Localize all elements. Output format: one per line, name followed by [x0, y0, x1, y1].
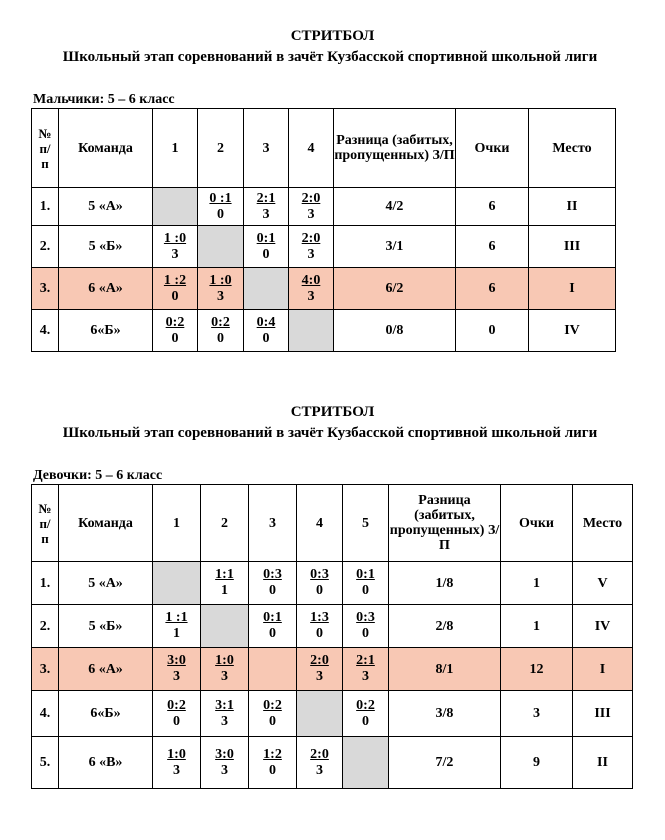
score-cell	[249, 737, 297, 789]
score: 1:1	[215, 567, 234, 582]
table-row	[32, 691, 633, 737]
score-cell	[249, 562, 297, 605]
self-match-cell	[244, 268, 289, 310]
header-col-4: 4	[289, 109, 334, 188]
girls-group-label: Девочки: 5 – 6 класс	[33, 468, 163, 483]
header-difference: Разница (забитых, пропущенных) З/П	[334, 109, 456, 188]
score-cell	[297, 605, 343, 648]
table-row	[32, 226, 616, 268]
match-points: 1	[220, 583, 228, 598]
score-cell	[153, 691, 201, 737]
score-cell	[297, 737, 343, 789]
score-fraction	[302, 273, 321, 305]
boys-header-row	[32, 109, 616, 188]
points: 9	[501, 737, 573, 789]
row-number: 1.	[32, 562, 59, 605]
row-number: 2.	[32, 226, 59, 268]
match-points: 3	[262, 206, 270, 222]
score: 3:0	[167, 653, 186, 668]
score-fraction	[263, 567, 282, 599]
girls-subtitle: Школьный этап соревнований в зачёт Кузбасской спортивной школьной лиги	[62, 425, 598, 441]
table-row	[32, 605, 633, 648]
score-fraction	[209, 191, 231, 223]
boys-results-table	[31, 108, 616, 352]
score-fraction	[356, 653, 375, 685]
table-row	[32, 310, 616, 352]
score: 3:0	[215, 746, 234, 762]
place: II	[529, 188, 616, 226]
score: 0:2	[356, 697, 375, 713]
header-col-2: 2	[198, 109, 244, 188]
girls-title: СТРИТБОЛ	[290, 404, 375, 420]
boys-title: СТРИТБОЛ	[290, 28, 375, 44]
self-match-cell	[289, 310, 334, 352]
score: 0:4	[256, 314, 276, 330]
header-place: Место	[529, 109, 616, 188]
score-cell	[201, 737, 249, 789]
score-fraction	[310, 747, 329, 779]
score-fraction	[257, 315, 276, 347]
header-team: Команда	[59, 485, 153, 562]
score: 4:0	[301, 272, 321, 288]
score-fraction	[215, 698, 234, 730]
header-col-1: 1	[153, 485, 201, 562]
score: 2:0	[310, 653, 329, 668]
match-points: 3	[315, 762, 323, 778]
header-col-3: 3	[244, 109, 289, 188]
score: 1 :1	[165, 610, 188, 625]
score-fraction	[167, 653, 186, 685]
score-cell	[244, 310, 289, 352]
goal-difference: 3/1	[334, 226, 456, 268]
team-name: 5 «Б»	[59, 226, 153, 268]
score: 1 :0	[209, 272, 232, 288]
row-number: 4.	[32, 310, 59, 352]
score: 0:1	[356, 567, 375, 582]
match-points: 0	[262, 330, 270, 346]
header-col-2: 2	[201, 485, 249, 562]
score: 2:0	[301, 230, 321, 246]
place: V	[573, 562, 633, 605]
header-place: Место	[573, 485, 633, 562]
match-points: 0	[361, 626, 369, 641]
score-cell	[244, 226, 289, 268]
table-row	[32, 648, 633, 691]
goal-difference: 3/8	[389, 691, 501, 737]
match-points: 0	[268, 626, 276, 641]
match-points: 3	[220, 713, 228, 729]
match-points: 0	[268, 583, 276, 598]
match-points: 0	[216, 330, 224, 346]
score-cell	[244, 188, 289, 226]
match-points: 3	[171, 246, 179, 262]
boys-group-label: Мальчики: 5 – 6 класс	[33, 92, 175, 107]
self-match-cell	[201, 605, 249, 648]
score: 2:1	[256, 190, 276, 206]
match-points: 3	[216, 288, 224, 304]
row-number: 5.	[32, 737, 59, 789]
table-row	[32, 268, 616, 310]
points: 12	[501, 648, 573, 691]
header-number: № п/ п	[32, 109, 59, 188]
score-cell	[201, 562, 249, 605]
score: 1 :2	[163, 272, 187, 288]
match-points: 0	[268, 713, 276, 729]
score-cell	[198, 268, 244, 310]
match-points: 0	[315, 583, 323, 598]
score-cell	[198, 310, 244, 352]
table-row	[32, 562, 633, 605]
header-difference: Разница (забитых, пропущенных) З/П	[389, 485, 501, 562]
table-row	[32, 737, 633, 789]
score-fraction	[310, 567, 329, 599]
score: 2:1	[356, 653, 375, 668]
team-name: 6«Б»	[59, 310, 153, 352]
score-fraction	[356, 610, 375, 642]
place: IV	[529, 310, 616, 352]
team-name: 5 «А»	[59, 562, 153, 605]
score-fraction	[263, 610, 282, 642]
goal-difference: 8/1	[389, 648, 501, 691]
score: 0:1	[256, 230, 276, 246]
score-fraction	[164, 231, 186, 263]
score-fraction	[356, 567, 375, 599]
score-cell	[153, 737, 201, 789]
score-cell	[343, 648, 389, 691]
score-fraction	[164, 273, 186, 305]
match-points: 0	[171, 330, 179, 346]
score-cell	[289, 188, 334, 226]
score-fraction	[356, 698, 375, 730]
match-points: 0	[361, 583, 369, 598]
score-fraction	[263, 747, 282, 779]
match-points: 3	[361, 669, 369, 684]
table-row	[32, 188, 616, 226]
header-points: Очки	[501, 485, 573, 562]
score: 1 :0	[163, 230, 187, 246]
score-fraction	[310, 610, 329, 642]
match-points: 3	[220, 669, 228, 684]
score-fraction	[302, 231, 321, 263]
score-cell	[249, 691, 297, 737]
score-cell	[153, 605, 201, 648]
row-number: 3.	[32, 648, 59, 691]
score-fraction	[302, 191, 321, 223]
place: IV	[573, 605, 633, 648]
score: 1:3	[310, 610, 329, 625]
match-points: 0	[171, 288, 179, 304]
boys-subtitle: Школьный этап соревнований в зачёт Кузбасской спортивной школьной лиги	[62, 49, 598, 65]
place: I	[573, 648, 633, 691]
goal-difference: 1/8	[389, 562, 501, 605]
self-match-cell	[343, 737, 389, 789]
header-team: Команда	[59, 109, 153, 188]
score-cell	[153, 310, 198, 352]
points: 1	[501, 605, 573, 648]
match-points: 3	[172, 762, 180, 778]
row-number: 4.	[32, 691, 59, 737]
score: 1:0	[215, 653, 234, 668]
match-points: 3	[307, 246, 315, 262]
match-points: 3	[172, 669, 180, 684]
self-match-cell	[198, 226, 244, 268]
score: 0:2	[211, 314, 230, 330]
girls-header-row	[32, 485, 633, 562]
match-points: 0	[172, 713, 180, 729]
row-number: 1.	[32, 188, 59, 226]
score-cell	[201, 648, 249, 691]
team-name: 5 «А»	[59, 188, 153, 226]
match-points: 3	[307, 206, 315, 222]
score-cell	[343, 605, 389, 648]
score: 2:0	[310, 746, 329, 762]
score-fraction	[167, 747, 186, 779]
header-col-3: 3	[249, 485, 297, 562]
header-col-1: 1	[153, 109, 198, 188]
score-cell	[198, 188, 244, 226]
score: 0:2	[263, 697, 282, 713]
points: 6	[456, 268, 529, 310]
score-cell	[201, 691, 249, 737]
match-points: 3	[315, 669, 323, 684]
header-points: Очки	[456, 109, 529, 188]
score-cell	[153, 226, 198, 268]
match-points: 1	[172, 626, 180, 641]
goal-difference: 6/2	[334, 268, 456, 310]
score: 0:3	[356, 610, 375, 625]
points: 6	[456, 188, 529, 226]
match-points: 0	[361, 713, 369, 729]
self-match-cell	[153, 188, 198, 226]
score-fraction	[215, 653, 234, 685]
score-cell	[297, 562, 343, 605]
score: 0:3	[310, 567, 329, 582]
score-fraction	[166, 315, 185, 347]
score: 2:0	[301, 190, 321, 206]
team-name: 5 «Б»	[59, 605, 153, 648]
points: 1	[501, 562, 573, 605]
place: II	[573, 737, 633, 789]
place: I	[529, 268, 616, 310]
score: 0:2	[165, 314, 185, 330]
score: 0 :1	[209, 190, 232, 206]
score-fraction	[257, 191, 276, 223]
score: 0:1	[263, 610, 282, 625]
score: 3:1	[215, 697, 234, 713]
score-cell	[297, 648, 343, 691]
match-points: 0	[216, 206, 224, 222]
score-fraction	[257, 231, 276, 263]
goal-difference: 4/2	[334, 188, 456, 226]
score-fraction	[215, 567, 234, 599]
score-fraction	[209, 273, 231, 305]
match-points: 0	[315, 626, 323, 641]
match-points: 0	[268, 762, 276, 778]
row-number: 3.	[32, 268, 59, 310]
header-number: № п/ п	[32, 485, 59, 562]
score-fraction	[211, 315, 230, 347]
score-cell	[249, 605, 297, 648]
score-cell	[343, 691, 389, 737]
match-points: 3	[220, 762, 228, 778]
points: 3	[501, 691, 573, 737]
score-cell	[343, 562, 389, 605]
goal-difference: 2/8	[389, 605, 501, 648]
points: 6	[456, 226, 529, 268]
goal-difference: 0/8	[334, 310, 456, 352]
score-fraction	[165, 610, 187, 642]
score: 0:2	[167, 697, 186, 713]
goal-difference: 7/2	[389, 737, 501, 789]
points: 0	[456, 310, 529, 352]
score-cell	[153, 648, 201, 691]
team-name: 6 «В»	[59, 737, 153, 789]
row-number: 2.	[32, 605, 59, 648]
place: III	[529, 226, 616, 268]
score-cell	[289, 268, 334, 310]
girls-results-table	[31, 484, 633, 789]
team-name: 6«Б»	[59, 691, 153, 737]
score: 0:3	[263, 567, 282, 582]
team-name: 6 «А»	[59, 648, 153, 691]
self-match-cell	[297, 691, 343, 737]
score: 1:0	[167, 746, 186, 762]
self-match-cell	[153, 562, 201, 605]
score-fraction	[310, 653, 329, 685]
score-fraction	[215, 747, 234, 779]
score-cell	[249, 648, 297, 691]
score: 1:2	[263, 746, 282, 762]
header-col-5: 5	[343, 485, 389, 562]
score-fraction	[167, 698, 186, 730]
match-points: 3	[307, 288, 315, 304]
match-points: 0	[262, 246, 270, 262]
team-name: 6 «А»	[59, 268, 153, 310]
header-col-4: 4	[297, 485, 343, 562]
score-cell	[153, 268, 198, 310]
score-cell	[289, 226, 334, 268]
score-fraction	[263, 698, 282, 730]
place: III	[573, 691, 633, 737]
